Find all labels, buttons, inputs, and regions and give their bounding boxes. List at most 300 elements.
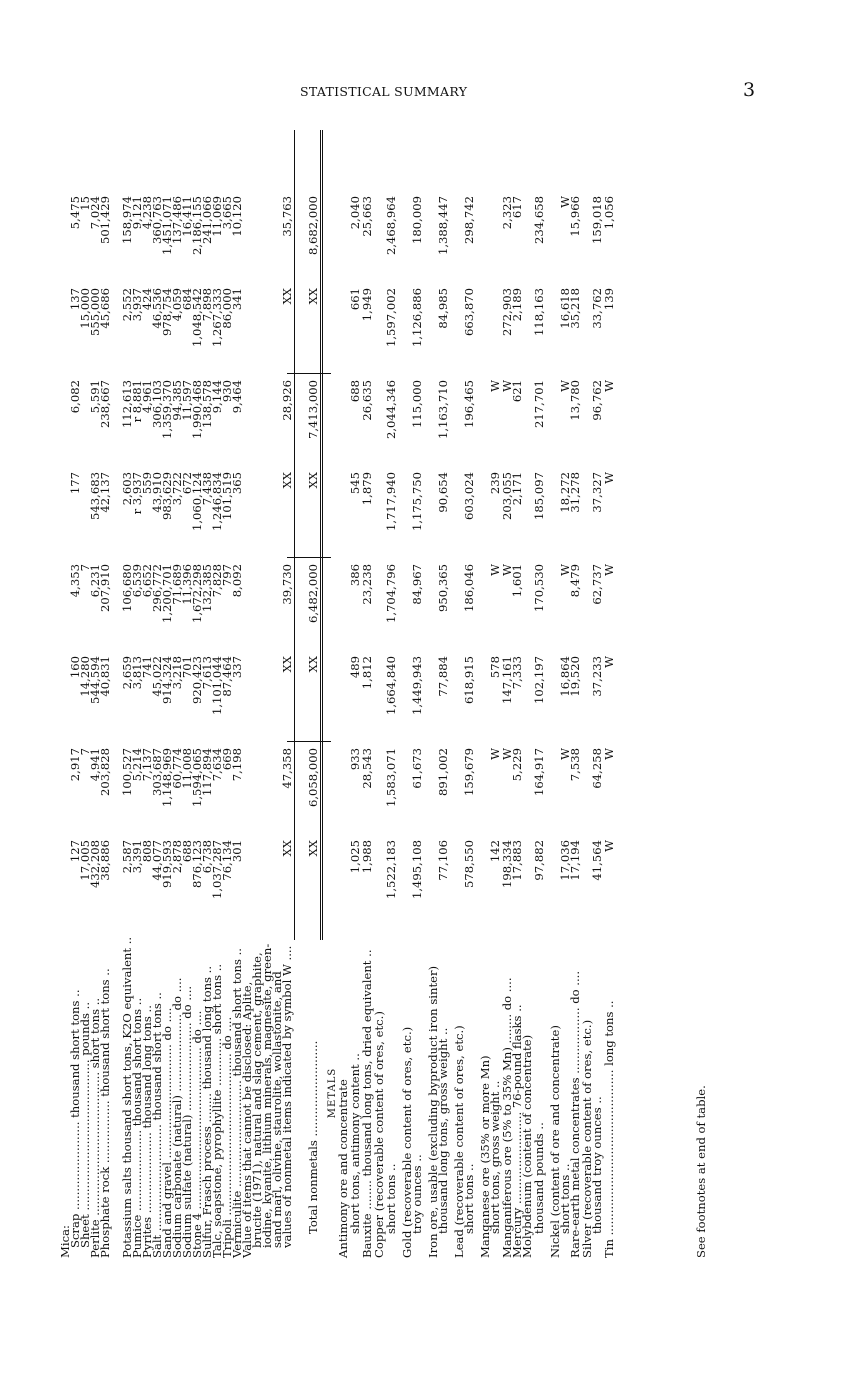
table-cell: 1,037,287: [210, 840, 224, 900]
table-cell: 1,267,333: [210, 288, 224, 348]
table-cell: 160: [68, 656, 82, 679]
table-cell: 38,886: [98, 840, 112, 881]
table-cell: 8,479: [568, 564, 582, 598]
table-cell: W: [602, 748, 616, 760]
table-cell: 2,323: [500, 196, 514, 230]
table-cell: 501,429: [98, 196, 112, 244]
table-row: [307, 128, 319, 1258]
table-cell: W: [602, 380, 616, 392]
table-cell: 185,097: [532, 472, 546, 520]
table-cell: 603,024: [462, 472, 476, 520]
table-cell: 1,060,124: [190, 472, 204, 532]
table-cell: 158,974: [120, 196, 134, 244]
table-cell: 18,272: [558, 472, 572, 513]
row-label: Total nonmetals ..........................: [306, 1040, 320, 1234]
table-cell: 238,667: [98, 380, 112, 428]
row-label: Vermiculite ............................. thousand short tons ..: [230, 948, 244, 1258]
table-row: [385, 128, 397, 1258]
table-cell: 1,522,183: [384, 840, 398, 900]
table-cell: 13,780: [568, 380, 582, 421]
table-cell: 933: [348, 748, 362, 771]
table-cell: 37,327: [590, 472, 604, 513]
table-cell: 90,654: [436, 472, 450, 513]
row-label: short tons ..: [384, 1163, 398, 1234]
table-cell: 71,689: [170, 564, 184, 605]
row-label: Manganiferous ore (5% to 35% Mn) ........ do ....: [500, 977, 514, 1258]
table-cell: 207,910: [98, 564, 112, 612]
row-label: Salt ............................. thousand short tons ..: [150, 992, 164, 1258]
table-cell: 301: [230, 840, 244, 863]
table-cell: 1,949: [360, 288, 374, 322]
table-cell: 4,059: [170, 288, 184, 322]
table-cell: W: [602, 472, 616, 484]
table-cell: 77,106: [436, 840, 450, 881]
row-label: Nickel (content of ore and concentrate): [548, 1025, 562, 1258]
table-row: [463, 128, 475, 1258]
table-cell: 28,926: [280, 380, 294, 421]
table-cell: 112,613: [120, 380, 134, 428]
table-cell: 1,879: [360, 472, 374, 506]
table-cell: 196,465: [462, 380, 476, 428]
row-label: Tripoli ............................................ do ....: [220, 1016, 234, 1258]
table-cell: 1,246,834: [210, 472, 224, 532]
table-cell: 3,218: [170, 656, 184, 690]
table-cell: 97,882: [532, 840, 546, 881]
table-cell: 100,527: [120, 748, 134, 796]
table-cell: 96,762: [590, 380, 604, 421]
table-cell: W: [500, 380, 514, 392]
table-cell: 2,171: [510, 472, 524, 506]
table-cell: 15,966: [568, 196, 582, 237]
table-cell: XX: [306, 288, 320, 305]
row-label: Manganese ore (35% or more Mn): [478, 1055, 492, 1258]
table-cell: 84,967: [410, 564, 424, 605]
page-number: 3: [743, 79, 756, 101]
table-cell: 17,194: [568, 840, 582, 881]
table-cell: XX: [306, 840, 320, 857]
table-cell: 797: [220, 564, 234, 587]
table-cell: XX: [280, 840, 294, 857]
table-cell: 1,449,943: [410, 656, 424, 716]
table-cell: 47,358: [280, 748, 294, 789]
table-cell: 891,002: [436, 748, 450, 796]
table-cell: 45,686: [98, 288, 112, 329]
table-cell: 234,658: [532, 196, 546, 244]
table-cell: 2,186,155: [190, 196, 204, 256]
table-cell: 5,229: [510, 748, 524, 782]
table-cell: 76,134: [220, 840, 234, 881]
table-cell: 578,550: [462, 840, 476, 888]
table-cell: 77,884: [436, 656, 450, 697]
row-label: values of nonmetal items indicated by symbol W ....: [280, 945, 294, 1248]
page-header: [0, 79, 867, 104]
row-label: Sand and gravel ............................... do ....: [160, 1007, 174, 1258]
table-cell: W: [558, 564, 572, 576]
table-cell: 621: [510, 380, 524, 403]
table-cell: 1,583,071: [384, 748, 398, 808]
table-cell: 1,451,071: [160, 196, 174, 256]
table-cell: 1,200,701: [160, 564, 174, 624]
table-cell: 84,985: [436, 288, 450, 329]
table-cell: 2,468,964: [384, 196, 398, 256]
row-label: Pyrites ...................... thousand long tons ..: [140, 1005, 154, 1258]
table-cell: W: [558, 196, 572, 208]
table-cell: 177: [68, 472, 82, 495]
table-cell: 7,137: [140, 748, 154, 782]
table-cell: XX: [306, 656, 320, 673]
column-separator: [287, 557, 331, 558]
table-cell: 137: [68, 288, 82, 311]
table-cell: 180,009: [410, 196, 424, 244]
table-cell: 45,022: [150, 656, 164, 697]
row-label: Sheet ......................................... pounds ..: [78, 1001, 92, 1248]
row-label: Tin ............................................. long tons ..: [602, 1000, 616, 1258]
table-cell: 7,898: [200, 288, 214, 322]
table-cell: XX: [280, 288, 294, 305]
row-label: METALS: [327, 1067, 338, 1119]
table-cell: 11,396: [180, 564, 194, 605]
table-cell: W: [558, 748, 572, 760]
table-cell: 102,197: [532, 656, 546, 704]
row-label: iodine, kyanite, lithium minerals, magnesite, green-: [260, 943, 274, 1248]
table-cell: W: [602, 564, 616, 576]
table-row: [437, 128, 449, 1258]
table-cell: 1,594,065: [190, 748, 204, 808]
row-label: Sodium sulfate (natural) ........................ do ....: [180, 985, 194, 1258]
table-cell: 1,664,840: [384, 656, 398, 716]
row-label: Sulfur, Frasch process ........ thousand long tons ..: [200, 965, 214, 1258]
row-label: Mica:: [58, 1225, 72, 1258]
row-label: Phosphate rock ................. thousand short tons ..: [98, 968, 112, 1258]
row-label: thousand long tons, gross weight ..: [436, 1027, 450, 1234]
row-label: Pumice ...................... thousand short tons ..: [130, 997, 144, 1258]
table-cell: 914,324: [160, 656, 174, 704]
table-cell: 306,103: [150, 380, 164, 428]
table-cell: 2,552: [120, 288, 134, 322]
table-cell: 62,737: [590, 564, 604, 605]
table-cell: 23,238: [360, 564, 374, 605]
table-cell: 118,163: [532, 288, 546, 336]
row-label: Antimony ore and concentrate: [336, 1079, 350, 1258]
table-cell: 239: [488, 472, 502, 495]
table-cell: 139: [602, 288, 616, 311]
table-row: [281, 128, 293, 1258]
row-label: Molybdenum (content of concentrate): [520, 1034, 534, 1258]
table-cell: 41,564: [590, 840, 604, 881]
table-cell: 7: [78, 564, 92, 572]
table-cell: XX: [306, 472, 320, 489]
table-cell: 64,258: [590, 748, 604, 789]
table-cell: 33,762: [590, 288, 604, 329]
table-cell: 241,066: [200, 196, 214, 244]
table-cell: 16,864: [558, 656, 572, 697]
table-cell: 3,937: [130, 288, 144, 322]
table-cell: 1,163,710: [436, 380, 450, 440]
table-row: [533, 128, 545, 1258]
table-cell: W: [602, 656, 616, 668]
table-cell: 11,008: [180, 748, 194, 789]
rotated-statistical-table: [55, 128, 715, 1258]
table-cell: W: [602, 840, 616, 852]
table-cell: 7,828: [210, 564, 224, 598]
table-cell: W: [558, 380, 572, 392]
table-cell: XX: [280, 656, 294, 673]
column-separator: [287, 741, 331, 742]
table-cell: 159,679: [462, 748, 476, 796]
table-cell: 1,601: [510, 564, 524, 598]
table-cell: 2,659: [120, 656, 134, 690]
row-label: short tons ..: [462, 1163, 476, 1234]
table-cell: 39,730: [280, 564, 294, 605]
table-cell: 808: [140, 840, 154, 863]
table-cell: 159,018: [590, 196, 604, 244]
table-cell: W: [488, 748, 502, 760]
table-cell: 9,144: [210, 380, 224, 414]
table-cell: 1,175,750: [410, 472, 424, 532]
table-cell: 1,056: [602, 196, 616, 230]
table-cell: 701: [180, 656, 194, 679]
table-cell: 7,438: [200, 472, 214, 506]
table-cell: 661: [348, 288, 362, 311]
table-cell: 4,238: [140, 196, 154, 230]
row-label: Perlite ....................................... short tons ..: [88, 997, 102, 1258]
table-cell: 1,990,468: [190, 380, 204, 440]
table-cell: 15,000: [78, 288, 92, 329]
row-label: Bauxite ........ thousand long tons, dried equivalent ..: [360, 949, 374, 1258]
table-cell: 360,763: [150, 196, 164, 244]
table-cell: 164,917: [532, 748, 546, 796]
table-cell: 7,024: [88, 196, 102, 230]
table-cell: 272,903: [500, 288, 514, 336]
table-cell: 9,464: [230, 380, 244, 414]
table-cell: 8,092: [230, 564, 244, 598]
table-cell: 42,137: [98, 472, 112, 513]
table-cell: 6,738: [200, 840, 214, 874]
table-cell: 2,917: [68, 748, 82, 782]
table-cell: 298,742: [462, 196, 476, 244]
table-cell: 115,000: [410, 380, 424, 428]
table-cell: 578: [488, 656, 502, 679]
row-label: Talc, soapstone, pyrophyllite ............. short tons ..: [210, 963, 224, 1258]
row-label: Stone 4 ............................................ do ....: [190, 1010, 204, 1258]
table-cell: 1,812: [360, 656, 374, 690]
table-cell: 60,774: [170, 748, 184, 789]
table-cell: 543,683: [88, 472, 102, 520]
table-cell: 217,701: [532, 380, 546, 428]
table-cell: 138,578: [200, 380, 214, 428]
total-rule-bottom: [320, 130, 321, 940]
table-row: [411, 128, 423, 1258]
table-cell: 5,591: [88, 380, 102, 414]
table-cell: 26,635: [360, 380, 374, 421]
table-cell: 142: [488, 840, 502, 863]
table-cell: 386: [348, 564, 362, 587]
row-label: Iron ore, usable (excluding byproduct iron sinter): [426, 965, 440, 1258]
table-cell: 930: [220, 380, 234, 403]
table-cell: 1,101,044: [210, 656, 224, 716]
table-cell: 17,883: [510, 840, 524, 881]
running-title: STATISTICAL SUMMARY: [300, 84, 468, 99]
table-cell: 1,704,796: [384, 564, 398, 624]
table-cell: 1,388,447: [436, 196, 450, 256]
table-cell: 86,000: [220, 288, 234, 329]
table-cell: 35,218: [568, 288, 582, 329]
table-cell: 35,763: [280, 196, 294, 237]
table-cell: 7,613: [200, 656, 214, 690]
row-label: short tons, gross weight ..: [488, 1080, 502, 1234]
table-cell: 4,961: [140, 380, 154, 414]
table-cell: 684: [180, 288, 194, 311]
table-cell: 950,365: [436, 564, 450, 612]
table-cell: 296,772: [150, 564, 164, 612]
table-cell: 2,044,346: [384, 380, 398, 440]
table-cell: 7,198: [230, 748, 244, 782]
row-label: short tons, antimony content ..: [348, 1053, 362, 1234]
table-row: [99, 128, 111, 1258]
row-label: thousand troy ounces ..: [590, 1096, 604, 1234]
table-cell: 688: [180, 840, 194, 863]
table-cell: r 8,881: [130, 380, 144, 423]
table-cell: 672: [180, 472, 194, 495]
row-label: Copper (recoverable content of ores, etc.): [372, 1011, 386, 1258]
table-cell: 545: [348, 472, 362, 495]
table-footnote: See footnotes at end of table.: [694, 1085, 708, 1258]
table-cell: 16,411: [180, 196, 194, 237]
table-cell: 4,353: [68, 564, 82, 598]
table-cell: 1,025: [348, 840, 362, 874]
table-cell: 983,629: [160, 472, 174, 520]
table-cell: 303,687: [150, 748, 164, 796]
table-cell: 741: [140, 656, 154, 679]
row-label: Value of items that cannot be disclosed: Aplite,: [240, 981, 254, 1258]
table-cell: 5,214: [130, 748, 144, 782]
table-cell: r 3,937: [130, 472, 144, 515]
table-cell: 688: [348, 380, 362, 403]
table-cell: 1,048,542: [190, 288, 204, 348]
table-cell: 11,597: [180, 380, 194, 421]
table-cell: 3,813: [130, 656, 144, 690]
row-label: sand marl, olivine, staurolite, wollastonite, and: [270, 971, 284, 1248]
table-cell: 2,587: [120, 840, 134, 874]
table-cell: 11,069: [210, 196, 224, 237]
table-cell: 61,673: [410, 748, 424, 789]
table-cell: 17,036: [558, 840, 572, 881]
table-cell: 669: [220, 748, 234, 771]
table-cell: 3,665: [220, 196, 234, 230]
table-cell: 978,754: [160, 288, 174, 336]
table-cell: 3,722: [170, 472, 184, 506]
table-cell: 1,359,370: [160, 380, 174, 440]
table-cell: 1,495,108: [410, 840, 424, 900]
table-cell: 43,910: [150, 472, 164, 513]
table-cell: 555,000: [88, 288, 102, 336]
table-cell: 101,519: [220, 472, 234, 520]
table-cell: 203,828: [98, 748, 112, 796]
row-label: Scrap ........................ thousand short tons ..: [68, 989, 82, 1248]
row-label: thousand pounds ..: [532, 1122, 546, 1234]
table-cell: 198,334: [500, 840, 514, 888]
table-cell: 1,126,886: [410, 288, 424, 348]
table-cell: 2,878: [170, 840, 184, 874]
table-cell: 6,082: [68, 380, 82, 414]
table-row: [603, 128, 615, 1258]
table-cell: 3,391: [130, 840, 144, 874]
table-cell: 106,680: [120, 564, 134, 612]
table-cell: 25,663: [360, 196, 374, 237]
table-cell: 28,543: [360, 748, 374, 789]
table-cell: 46,536: [150, 288, 164, 329]
table-cell: 203,055: [500, 472, 514, 520]
table-cell: 432,208: [88, 840, 102, 888]
table-cell: 127: [68, 840, 82, 863]
table-cell: 876,123: [190, 840, 204, 888]
row-label: troy ounces ..: [410, 1154, 424, 1234]
table-cell: W: [500, 748, 514, 760]
table-cell: 2,603: [120, 472, 134, 506]
table-cell: 10,120: [230, 196, 244, 237]
table-cell: 618,915: [462, 656, 476, 704]
table-cell: 17,005: [78, 840, 92, 881]
table-cell: 5,475: [68, 196, 82, 230]
table-cell: 1,717,940: [384, 472, 398, 532]
row-label: Rare-earth metal concentrates .................. do ....: [568, 970, 582, 1258]
row-label: Mercury ......................... 76-pound flasks ..: [510, 1004, 524, 1258]
table-cell: 170,530: [532, 564, 546, 612]
table-cell: 16,618: [558, 288, 572, 329]
table-cell: 7: [78, 748, 92, 756]
table-cell: 365: [230, 472, 244, 495]
table-cell: W: [500, 564, 514, 576]
table-cell: 147,161: [500, 656, 514, 704]
table-cell: 2,189: [510, 288, 524, 322]
table-cell: 1,148,969: [160, 748, 174, 808]
table-cell: 337: [230, 656, 244, 679]
row-label: Silver (recoverable content of ores, etc.): [580, 1019, 594, 1258]
row-label: brucite (1971), natural and slag cement, graphite,: [250, 952, 264, 1248]
table-cell: 15: [78, 196, 92, 211]
table-cell: 920,423: [190, 656, 204, 704]
table-cell: 40,831: [98, 656, 112, 697]
table-cell: 617: [510, 196, 524, 219]
table-cell: 7,333: [510, 656, 524, 690]
table-cell: 14,280: [78, 656, 92, 697]
table-cell: 489: [348, 656, 362, 679]
table-cell: 94,385: [170, 380, 184, 421]
table-cell: 7,538: [568, 748, 582, 782]
total-rule-top: [294, 130, 295, 940]
table-cell: 663,870: [462, 288, 476, 336]
table-cell: 8,682,000: [306, 196, 320, 256]
row-label: short tons ..: [558, 1163, 572, 1234]
table-cell: XX: [280, 472, 294, 489]
table-cell: 559: [140, 472, 154, 495]
table-cell: 44,077: [150, 840, 164, 881]
table-cell: 87,464: [220, 656, 234, 697]
table-cell: 6,482,000: [306, 564, 320, 624]
table-cell: 2,040: [348, 196, 362, 230]
table-cell: W: [488, 564, 502, 576]
table-cell: 9,121: [130, 196, 144, 230]
table-cell: 424: [140, 288, 154, 311]
table-cell: 1,597,002: [384, 288, 398, 348]
table-cell: 137,486: [170, 196, 184, 244]
table-cell: 544,594: [88, 656, 102, 704]
row-label: Potassium salts thousand short tons, K2O equivalent ..: [120, 936, 134, 1258]
table-cell: 6,231: [88, 564, 102, 598]
table-cell: 6,058,000: [306, 748, 320, 808]
table-cell: 31,278: [568, 472, 582, 513]
table-cell: 1,672,298: [190, 564, 204, 624]
